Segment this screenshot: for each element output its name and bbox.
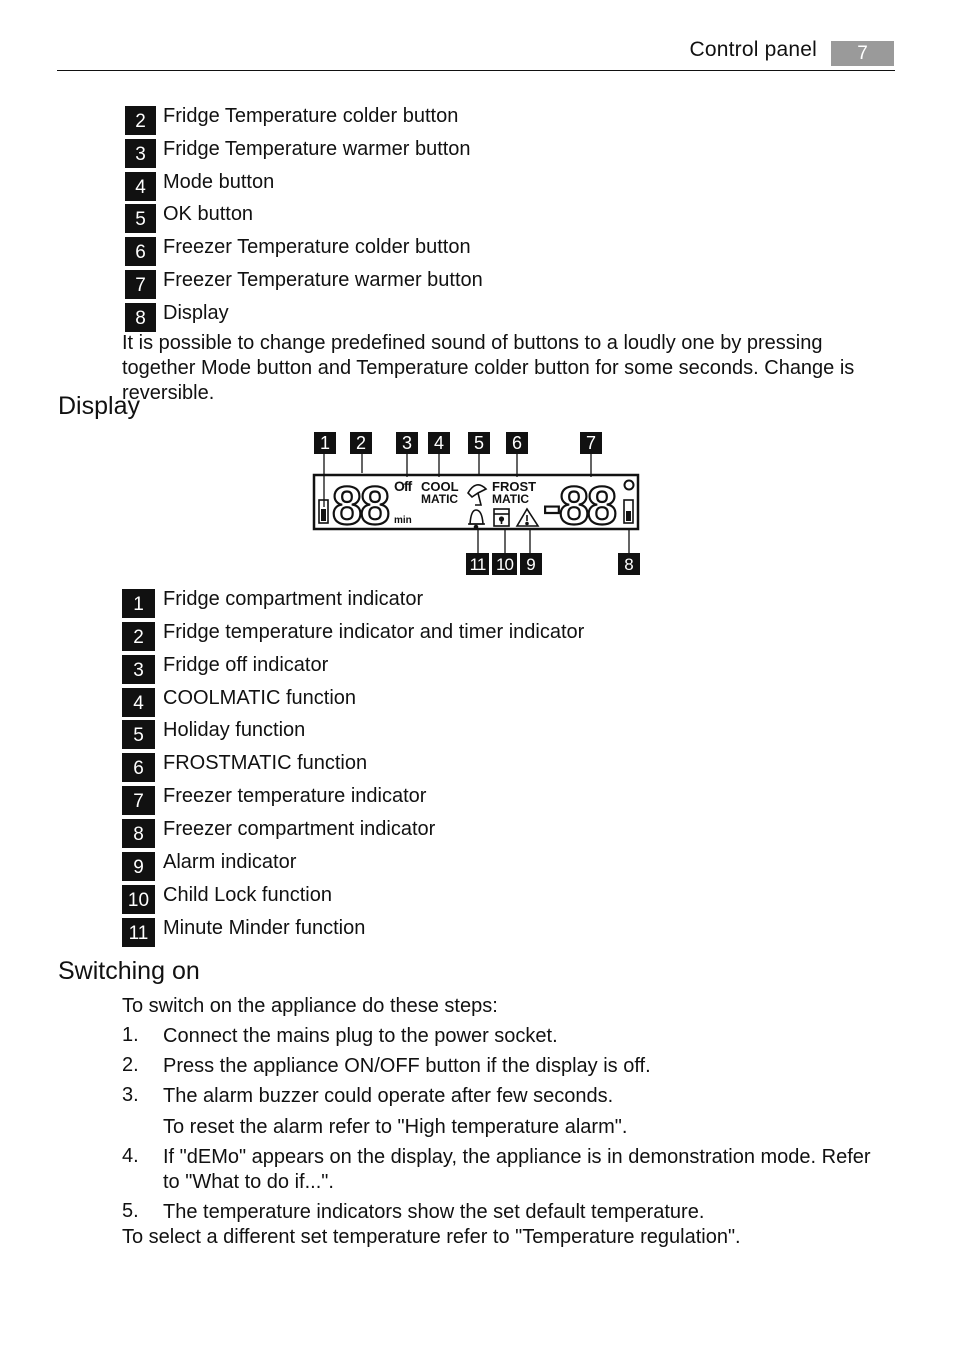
step-text: The temperature indicators show the set default temperature. bbox=[163, 1201, 705, 1223]
callout-label-3: 3 bbox=[401, 433, 413, 453]
item-number-badge: 3 bbox=[125, 139, 156, 168]
step-text: If "dEMo" appears on the display, the appliance is in demonstration mode. Refer to "What to do if...". bbox=[163, 1146, 871, 1193]
item-number-badge: 6 bbox=[122, 753, 155, 782]
sound-note-paragraph: It is possible to change predefined sound of buttons to a loudly one by pressing together Mode button and Temperature colder button for some seconds. Change is reversible. bbox=[122, 332, 855, 404]
item-label: Holiday function bbox=[163, 719, 306, 741]
item-number-badge: 1 bbox=[122, 589, 155, 618]
callout-label-8: 8 bbox=[624, 555, 634, 574]
item-number-badge: 2 bbox=[122, 622, 155, 651]
item-label: Child Lock function bbox=[163, 884, 332, 906]
degree-symbol-icon bbox=[625, 481, 634, 490]
step-text: The alarm buzzer could operate after few seconds. bbox=[163, 1085, 614, 1107]
item-number-badge: 8 bbox=[125, 303, 156, 332]
item-number-badge: 5 bbox=[125, 204, 156, 233]
item-number-badge: 7 bbox=[125, 270, 156, 299]
alarm-warning-icon bbox=[517, 509, 538, 526]
item-label: Fridge Temperature colder button bbox=[163, 105, 459, 127]
header-divider bbox=[57, 70, 895, 71]
item-number-badge: 8 bbox=[122, 819, 155, 848]
step-number: 3. bbox=[122, 1084, 139, 1106]
item-label: Minute Minder function bbox=[163, 917, 366, 939]
page-number-badge: 7 bbox=[831, 41, 894, 66]
item-label: Fridge off indicator bbox=[163, 654, 329, 676]
item-label: Fridge temperature indicator and timer indicator bbox=[163, 621, 585, 643]
cool-label: COOL bbox=[421, 479, 459, 494]
item-label: Fridge compartment indicator bbox=[163, 588, 424, 610]
item-label: Freezer Temperature colder button bbox=[163, 236, 471, 258]
item-number-badge: 9 bbox=[122, 852, 155, 881]
item-number-badge: 3 bbox=[122, 655, 155, 684]
callout-label-9: 9 bbox=[526, 555, 536, 574]
item-number-badge: 5 bbox=[122, 720, 155, 749]
callout-label-2: 2 bbox=[355, 433, 367, 453]
callout-label-11: 11 bbox=[469, 555, 486, 574]
step-number: 5. bbox=[122, 1200, 139, 1222]
frost-label: FROST bbox=[492, 479, 537, 494]
item-number-badge: 2 bbox=[125, 106, 156, 135]
cool-matic-label: MATIC bbox=[421, 492, 459, 506]
item-number-badge: 4 bbox=[125, 172, 156, 201]
switching-on-intro: To switch on the appliance do these steps: bbox=[122, 995, 498, 1017]
switching-on-outro: To select a different set temperature refer to "Temperature regulation". bbox=[122, 1226, 741, 1248]
frost-matic-label: MATIC bbox=[492, 492, 530, 506]
fridge-digits: 88 bbox=[332, 476, 389, 536]
min-label: min bbox=[394, 515, 412, 526]
child-lock-icon bbox=[494, 509, 509, 526]
callout-label-10: 10 bbox=[496, 555, 513, 574]
item-label: Fridge Temperature warmer button bbox=[163, 138, 471, 160]
callout-label-5: 5 bbox=[473, 433, 485, 453]
callout-label-4: 4 bbox=[433, 433, 445, 453]
callout-label-6: 6 bbox=[511, 433, 523, 453]
item-label: OK button bbox=[163, 203, 254, 225]
switching-on-heading: Switching on bbox=[58, 957, 200, 985]
callout-label-7: 7 bbox=[585, 433, 597, 453]
display-heading: Display bbox=[58, 392, 140, 420]
freezer-digits: -88 bbox=[543, 476, 616, 536]
item-label: Freezer compartment indicator bbox=[163, 818, 436, 840]
item-label: Mode button bbox=[163, 171, 275, 193]
bell-icon bbox=[468, 510, 485, 529]
step-text: Press the appliance ON/OFF button if the display is off. bbox=[163, 1055, 651, 1077]
item-number-badge: 6 bbox=[125, 237, 156, 266]
display-diagram bbox=[300, 425, 650, 580]
step-text: Connect the mains plug to the power socket. bbox=[163, 1025, 558, 1047]
step-number: 4. bbox=[122, 1145, 139, 1167]
page-header-title: Control panel bbox=[689, 38, 817, 61]
step-number: 1. bbox=[122, 1024, 139, 1046]
item-label: FROSTMATIC function bbox=[163, 752, 368, 774]
item-number-badge: 11 bbox=[122, 918, 155, 947]
item-number-badge: 10 bbox=[122, 885, 155, 914]
callout-label-1: 1 bbox=[319, 433, 331, 453]
item-label: Alarm indicator bbox=[163, 851, 297, 873]
step-subtext: To reset the alarm refer to "High temperature alarm". bbox=[163, 1116, 628, 1138]
item-number-badge: 7 bbox=[122, 786, 155, 815]
step-number: 2. bbox=[122, 1054, 139, 1076]
off-indicator: Off bbox=[394, 478, 412, 494]
item-label: COOLMATIC function bbox=[163, 687, 357, 709]
holiday-umbrella-icon bbox=[468, 485, 486, 505]
item-label: Display bbox=[163, 302, 229, 324]
item-label: Freezer temperature indicator bbox=[163, 785, 427, 807]
item-number-badge: 4 bbox=[122, 688, 155, 717]
item-label: Freezer Temperature warmer button bbox=[163, 269, 483, 291]
